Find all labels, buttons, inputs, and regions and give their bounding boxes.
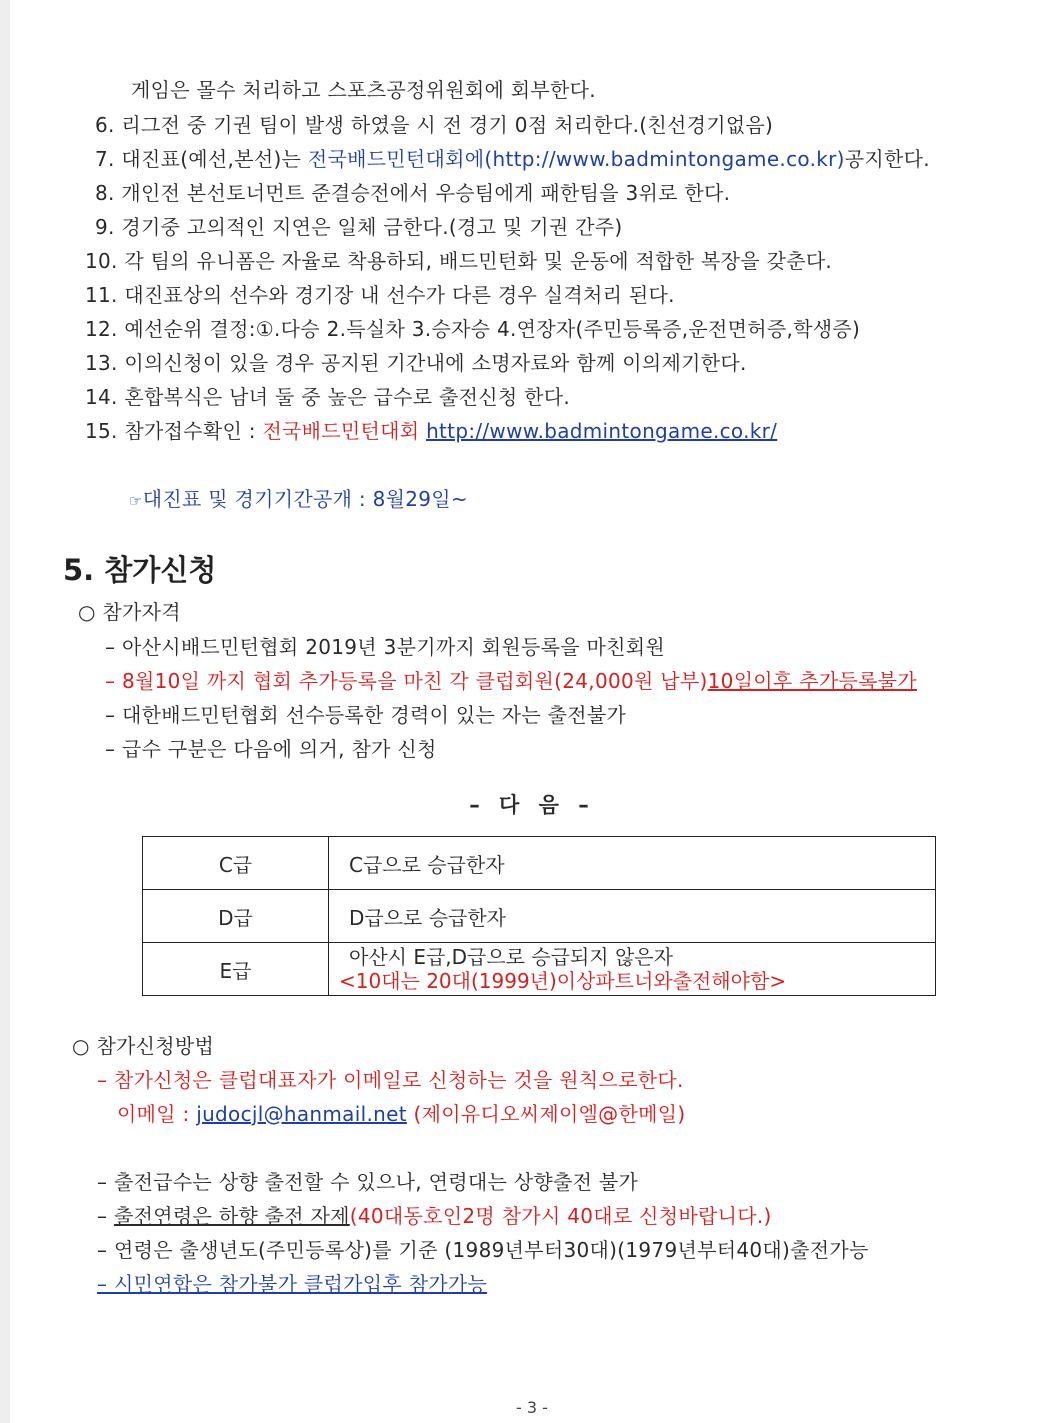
email-line (117, 1101, 685, 1127)
rule-7 (95, 146, 930, 172)
qualification-item: – 아산시배드민턴협회 2019년 3분기까지 회원등록을 마친회원 (105, 635, 665, 659)
qualification-item: – 대한배드민턴협회 선수등록한 경력이 있는 자는 출전불가 (105, 703, 627, 727)
rule-15-link[interactable]: http://www.badmintongame.co.kr/ (426, 419, 778, 443)
rule-7-link[interactable]: 전국배드민턴대회에(http://www.badmintongame.co.kr) (307, 147, 845, 171)
email-label: 이메일 : (117, 1102, 197, 1126)
rule-13: 13. 이의신청이 있을 경우 공지된 기간내에 소명자료와 함께 이의제기한다. (85, 351, 747, 375)
schedule-notice (129, 486, 468, 514)
table-row (143, 890, 936, 943)
grade-desc-text: 아산시 E급,D급으로 승급되지 않은자 (349, 945, 673, 969)
rule-8: 8. 개인전 본선토너먼트 준결승전에서 우승팀에게 패한팀을 3위로 한다. (95, 181, 731, 205)
table-caption: – 다 음 – (469, 793, 595, 817)
rule-15 (85, 418, 777, 444)
rule-15-site-name: 전국배드민턴대회 (262, 419, 427, 443)
method-header: ○ 참가신청방법 (72, 1034, 215, 1058)
email-note: (제이유디오씨제이엘@한메일) (406, 1102, 686, 1126)
grade-cell: E급 (143, 943, 329, 996)
pointing-hand-icon: ☞ (129, 492, 143, 510)
rule-14: 14. 혼합복식은 남녀 둘 중 높은 급수로 출전신청 한다. (85, 385, 571, 409)
qualification-item: – 급수 구분은 다음에 의거, 참가 신청 (105, 737, 437, 761)
rule-12: 12. 예선순위 결정:①.다승 2.득실차 3.승자승 4.연장자(주민등록증,운전면허증,학생증) (85, 317, 861, 341)
method-item: – 시민연합은 참가불가 클럽가입후 참가가능 (97, 1272, 488, 1296)
qualification-item (105, 668, 917, 694)
rule-11: 11. 대진표상의 선수와 경기장 내 선수가 다른 경우 실격처리 된다. (85, 283, 675, 307)
rule-15-label: 15. 참가접수확인 : (85, 419, 263, 443)
rule-7-tail: 공지한다. (844, 147, 930, 171)
qualification-item-text: – 8월10일 까지 협회 추가등록을 마친 각 클럽회원(24,000원 납부) (105, 669, 708, 693)
section-title: 5. 참가신청 (63, 553, 217, 587)
rule-9: 9. 경기중 고의적인 지연은 일체 금한다.(경고 및 기권 간주) (95, 215, 623, 239)
rule-5-continued: 게임은 몰수 처리하고 스포츠공정위원회에 회부한다. (131, 78, 596, 102)
grade-table (142, 836, 936, 996)
qualification-item-deadline: 10일이후 추가등록불가 (707, 669, 917, 693)
grade-desc-cell: D급으로 승급한자 (329, 890, 936, 943)
grade-desc-note: <10대는 20대(1999년)이상파트너와출전해야함> (339, 969, 787, 993)
method-item-note: (40대동호인2명 참가시 40대로 신청바랍니다.) (349, 1204, 772, 1228)
table-row (143, 943, 936, 996)
method-item: – 출전급수는 상향 출전할 수 있으나, 연령대는 상향출전 불가 (97, 1170, 639, 1194)
email-link[interactable]: judocjl@hanmail.net (196, 1102, 407, 1126)
grade-desc-cell: C급으로 승급한자 (329, 837, 936, 890)
qualification-header: ○ 참가자격 (78, 600, 181, 624)
rule-6: 6. 리그전 중 기권 팀이 발생 하였을 시 전 경기 0점 처리한다.(친선경기없음) (95, 113, 774, 137)
grade-cell: C급 (143, 837, 329, 890)
document-page (10, 0, 1054, 1423)
rule-10: 10. 각 팀의 유니폼은 자율로 착용하되, 배드민턴화 및 운동에 적합한 복장을 갖춘다. (85, 249, 833, 273)
method-item-dash: – (97, 1204, 114, 1228)
table-row (143, 837, 936, 890)
page-number: - 3 - (516, 1398, 548, 1417)
method-item (97, 1203, 772, 1229)
grade-cell: D급 (143, 890, 329, 943)
method-item: – 참가신청은 클럽대표자가 이메일로 신청하는 것을 원칙으로한다. (97, 1068, 684, 1092)
method-item: – 연령은 출생년도(주민등록상)를 기준 (1989년부터30대)(1979년부터40대)출전가능 (97, 1238, 869, 1262)
rule-7-text: 7. 대진표(예선,본선)는 (95, 147, 308, 171)
schedule-notice-text: 대진표 및 경기기간공개 : 8월29일~ (142, 487, 468, 511)
page-edge (0, 0, 10, 1423)
method-item-underlined: 출전연령은 하향 출전 자제 (113, 1204, 350, 1228)
grade-desc-cell (329, 943, 936, 996)
